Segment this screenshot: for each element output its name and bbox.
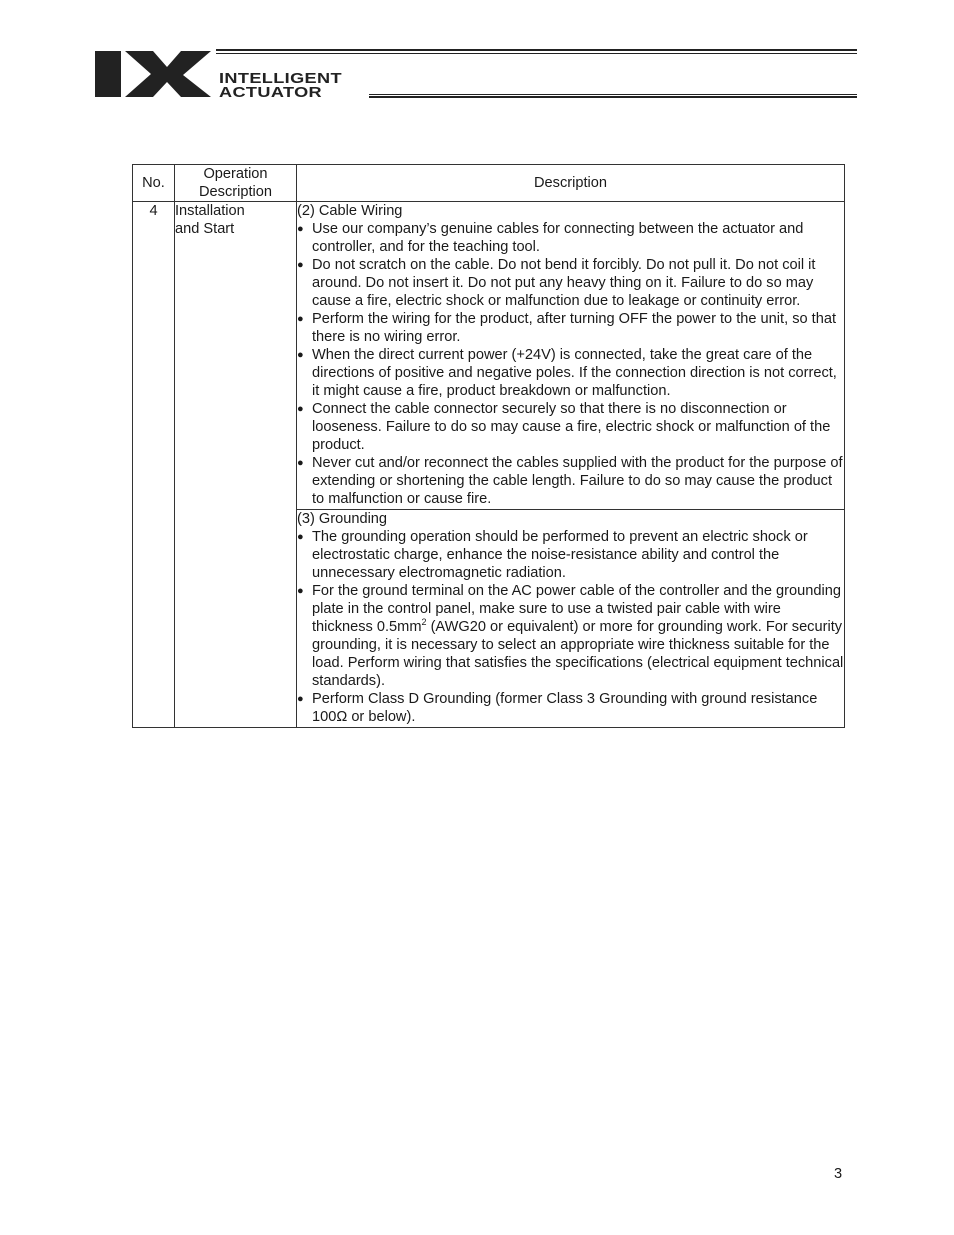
operation-table <box>132 164 845 728</box>
header-description: Description <box>297 165 845 202</box>
cable-wiring-list <box>297 220 844 508</box>
list-item: ● Do not scratch on the cable. Do not bend it forcibly. Do not pull it. Do not coil it around. Do not insert it. Do not put any heavy thing on it. Failure to do so may cause a fire, electric shock or malfunction due to leakage or continuity error. <box>297 256 844 310</box>
grounding-cell <box>297 510 845 728</box>
list-item: ● When the direct current power (+24V) is connected, take the great care of the directions of positive and negative poles. If the connection direction is not correct, it might cause a fire, product breakdown or malfunction. <box>297 346 844 400</box>
logo-text-intelligent: INTELLIGENT <box>219 71 342 87</box>
wire-thickness-text-a: For the ground terminal on the AC power cable of the controller and the grounding plate in the control panel, make sure to use a twisted pair cable with wire thickness 0.5mm <box>312 583 841 635</box>
table-header-row <box>133 165 845 202</box>
list-item: ● Perform the wiring for the product, after turning OFF the power to the unit, so that there is no wiring error. <box>297 310 844 346</box>
list-item: ● Connect the cable connector securely so that there is no disconnection or looseness. Failure to do so may cause a fire, electric shock or malfunction of the product. <box>297 400 844 454</box>
list-item: ● Never cut and/or reconnect the cables supplied with the product for the purpose of extending or shortening the cable length. Failure to do so may cause the product to malfunction or cause fire. <box>297 454 844 508</box>
cable-wiring-cell <box>297 202 845 510</box>
header-rule-bottom-thick <box>369 96 857 98</box>
list-item-wire-thickness <box>297 582 844 690</box>
row-number: 4 <box>133 202 175 728</box>
ix-logo-mark <box>95 49 213 99</box>
header-rule-top-thin <box>216 53 857 54</box>
superscript-2: 2 <box>421 617 427 628</box>
section-title-cable-wiring: (2) Cable Wiring <box>297 203 403 219</box>
header-operation: Operation Description <box>175 165 297 202</box>
page-number: 3 <box>834 1166 843 1182</box>
grounding-list <box>297 528 844 726</box>
list-item: ● The grounding operation should be performed to prevent an electric shock or electrostatic charge, enhance the noise-resistance ability and control the unnecessary electromagnetic radiation. <box>297 528 844 582</box>
header-rule-bottom <box>369 94 857 95</box>
list-item: ● Use our company’s genuine cables for connecting between the actuator and controller, and for the teaching tool. <box>297 220 844 256</box>
list-item: ● Perform Class D Grounding (former Class 3 Grounding with ground resistance 100Ω or below). <box>297 690 844 726</box>
header-rule-top <box>216 49 857 51</box>
row-operation: Installation and Start <box>175 202 297 728</box>
header-no: No. <box>133 165 175 202</box>
table-row <box>133 202 845 510</box>
logo-text-actuator: ACTUATOR <box>219 85 323 101</box>
section-title-grounding: (3) Grounding <box>297 511 388 527</box>
page-header <box>95 47 857 102</box>
wire-thickness-text-b: (AWG20 or equivalent) or more for grounding work. For security grounding, it is necessary to select an appropriate wire thickness suitable for the load. Perform wiring that satisfies the specifications (electrical equipment technical standards). <box>312 619 844 689</box>
